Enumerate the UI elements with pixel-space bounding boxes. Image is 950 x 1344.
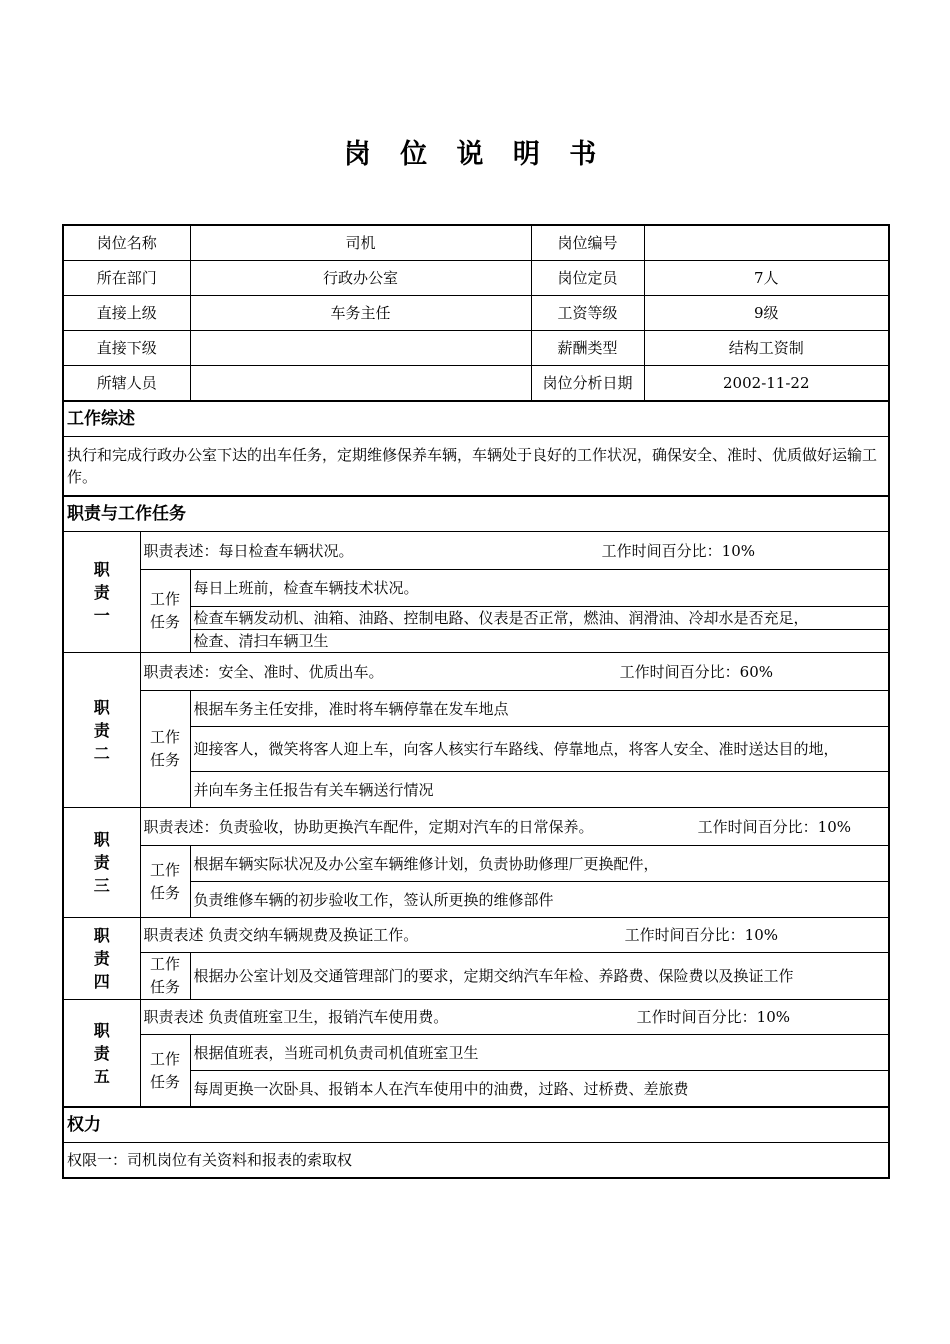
field-label: 岗位编号 bbox=[531, 225, 644, 261]
field-value: 结构工资制 bbox=[644, 331, 889, 366]
field-value: 2002-11-22 bbox=[644, 366, 889, 402]
time-percentage: 工作时间百分比：10% bbox=[636, 1008, 791, 1026]
task-item: 根据值班表，当班司机负责司机值班室卫生 bbox=[190, 1035, 889, 1071]
task-item: 并向车务主任报告有关车辆送行情况 bbox=[190, 772, 889, 808]
time-percentage: 工作时间百分比：60% bbox=[619, 662, 774, 681]
duties-section bbox=[63, 496, 889, 1107]
duty-label: 职责三 bbox=[63, 808, 140, 918]
field-label: 薪酬类型 bbox=[531, 331, 644, 366]
info-row bbox=[63, 331, 889, 366]
duty-label: 职责五 bbox=[63, 1000, 140, 1108]
task-label: 工作任务 bbox=[140, 691, 190, 808]
task-item: 检查、清扫车辆卫生 bbox=[190, 630, 889, 653]
field-label: 岗位分析日期 bbox=[531, 366, 644, 402]
task-label: 工作任务 bbox=[140, 570, 190, 653]
job-description-sheet bbox=[62, 224, 888, 1179]
duty-desc-row bbox=[63, 653, 889, 691]
info-row bbox=[63, 261, 889, 296]
authority-heading: 权力 bbox=[63, 1107, 889, 1143]
authority-section bbox=[63, 1107, 889, 1178]
summary-section bbox=[63, 401, 889, 496]
duty-description: 职责表述 负责交纳车辆规费及换证工作。 工作时间百分比：10% bbox=[140, 918, 889, 953]
duty-desc-row bbox=[63, 808, 889, 846]
field-label: 岗位名称 bbox=[63, 225, 190, 261]
field-label: 直接上级 bbox=[63, 296, 190, 331]
task-label: 工作任务 bbox=[140, 846, 190, 918]
task-item: 根据办公室计划及交通管理部门的要求，定期交纳汽车年检、养路费、保险费以及换证工作 bbox=[190, 953, 889, 1000]
field-label: 直接下级 bbox=[63, 331, 190, 366]
duty-description: 职责表述：每日检查车辆状况。 工作时间百分比：10% bbox=[140, 532, 889, 570]
task-row bbox=[63, 691, 889, 727]
field-value: 9级 bbox=[644, 296, 889, 331]
field-value bbox=[190, 331, 531, 366]
info-row bbox=[63, 366, 889, 402]
time-percentage: 工作时间百分比：10% bbox=[697, 817, 852, 836]
task-row bbox=[63, 846, 889, 882]
summary-text: 执行和完成行政办公室下达的出车任务，定期维修保养车辆，车辆处于良好的工作状况，确保安全、准时、优质做好运输工作。 bbox=[63, 437, 889, 497]
info-row bbox=[63, 225, 889, 261]
task-row bbox=[63, 1035, 889, 1071]
field-value: 行政办公室 bbox=[190, 261, 531, 296]
field-value: 7人 bbox=[644, 261, 889, 296]
summary-heading: 工作综述 bbox=[63, 401, 889, 437]
field-label: 所辖人员 bbox=[63, 366, 190, 402]
task-label: 工作任务 bbox=[140, 953, 190, 1000]
duty-description: 职责表述 负责值班室卫生，报销汽车使用费。 工作时间百分比：10% bbox=[140, 1000, 889, 1035]
duty-label: 职责四 bbox=[63, 918, 140, 1000]
field-value: 司机 bbox=[190, 225, 531, 261]
info-row bbox=[63, 296, 889, 331]
duty-description: 职责表述：安全、准时、优质出车。 工作时间百分比：60% bbox=[140, 653, 889, 691]
duty-label: 职责一 bbox=[63, 532, 140, 653]
task-item: 负责维修车辆的初步验收工作，签认所更换的维修部件 bbox=[190, 882, 889, 918]
field-value bbox=[190, 366, 531, 402]
page-title: 岗 位 说 明 书 bbox=[343, 139, 607, 170]
field-value bbox=[644, 225, 889, 261]
task-item: 迎接客人，微笑将客人迎上车，向客人核实行车路线、停靠地点，将客人安全、准时送达目的地， bbox=[190, 727, 889, 772]
task-item: 检查车辆发动机、油箱、油路、控制电路、仪表是否正常，燃油、润滑油、冷却水是否充足， bbox=[190, 607, 889, 630]
field-value: 车务主任 bbox=[190, 296, 531, 331]
time-percentage: 工作时间百分比：10% bbox=[601, 541, 756, 560]
task-row bbox=[63, 570, 889, 607]
duty-desc-row bbox=[63, 532, 889, 570]
task-row bbox=[63, 953, 889, 1000]
task-item: 每日上班前，检查车辆技术状况。 bbox=[190, 570, 889, 607]
duty-desc-row bbox=[63, 1000, 889, 1035]
job-description-table bbox=[62, 224, 890, 1179]
duty-label: 职责二 bbox=[63, 653, 140, 808]
task-label: 工作任务 bbox=[140, 1035, 190, 1108]
time-percentage: 工作时间百分比：10% bbox=[624, 926, 779, 944]
authority-item: 权限一：司机岗位有关资料和报表的索取权 bbox=[63, 1143, 889, 1179]
field-label: 工资等级 bbox=[531, 296, 644, 331]
duty-description: 职责表述：负责验收，协助更换汽车配件，定期对汽车的日常保养。 工作时间百分比：10% bbox=[140, 808, 889, 846]
task-item: 根据车辆实际状况及办公室车辆维修计划，负责协助修理厂更换配件， bbox=[190, 846, 889, 882]
basic-info bbox=[63, 225, 889, 401]
field-label: 岗位定员 bbox=[531, 261, 644, 296]
duty-desc-row bbox=[63, 918, 889, 953]
duties-heading: 职责与工作任务 bbox=[63, 496, 889, 532]
field-label: 所在部门 bbox=[63, 261, 190, 296]
task-item: 根据车务主任安排，准时将车辆停靠在发车地点 bbox=[190, 691, 889, 727]
task-item: 每周更换一次卧具、报销本人在汽车使用中的油费，过路、过桥费、差旅费 bbox=[190, 1071, 889, 1108]
